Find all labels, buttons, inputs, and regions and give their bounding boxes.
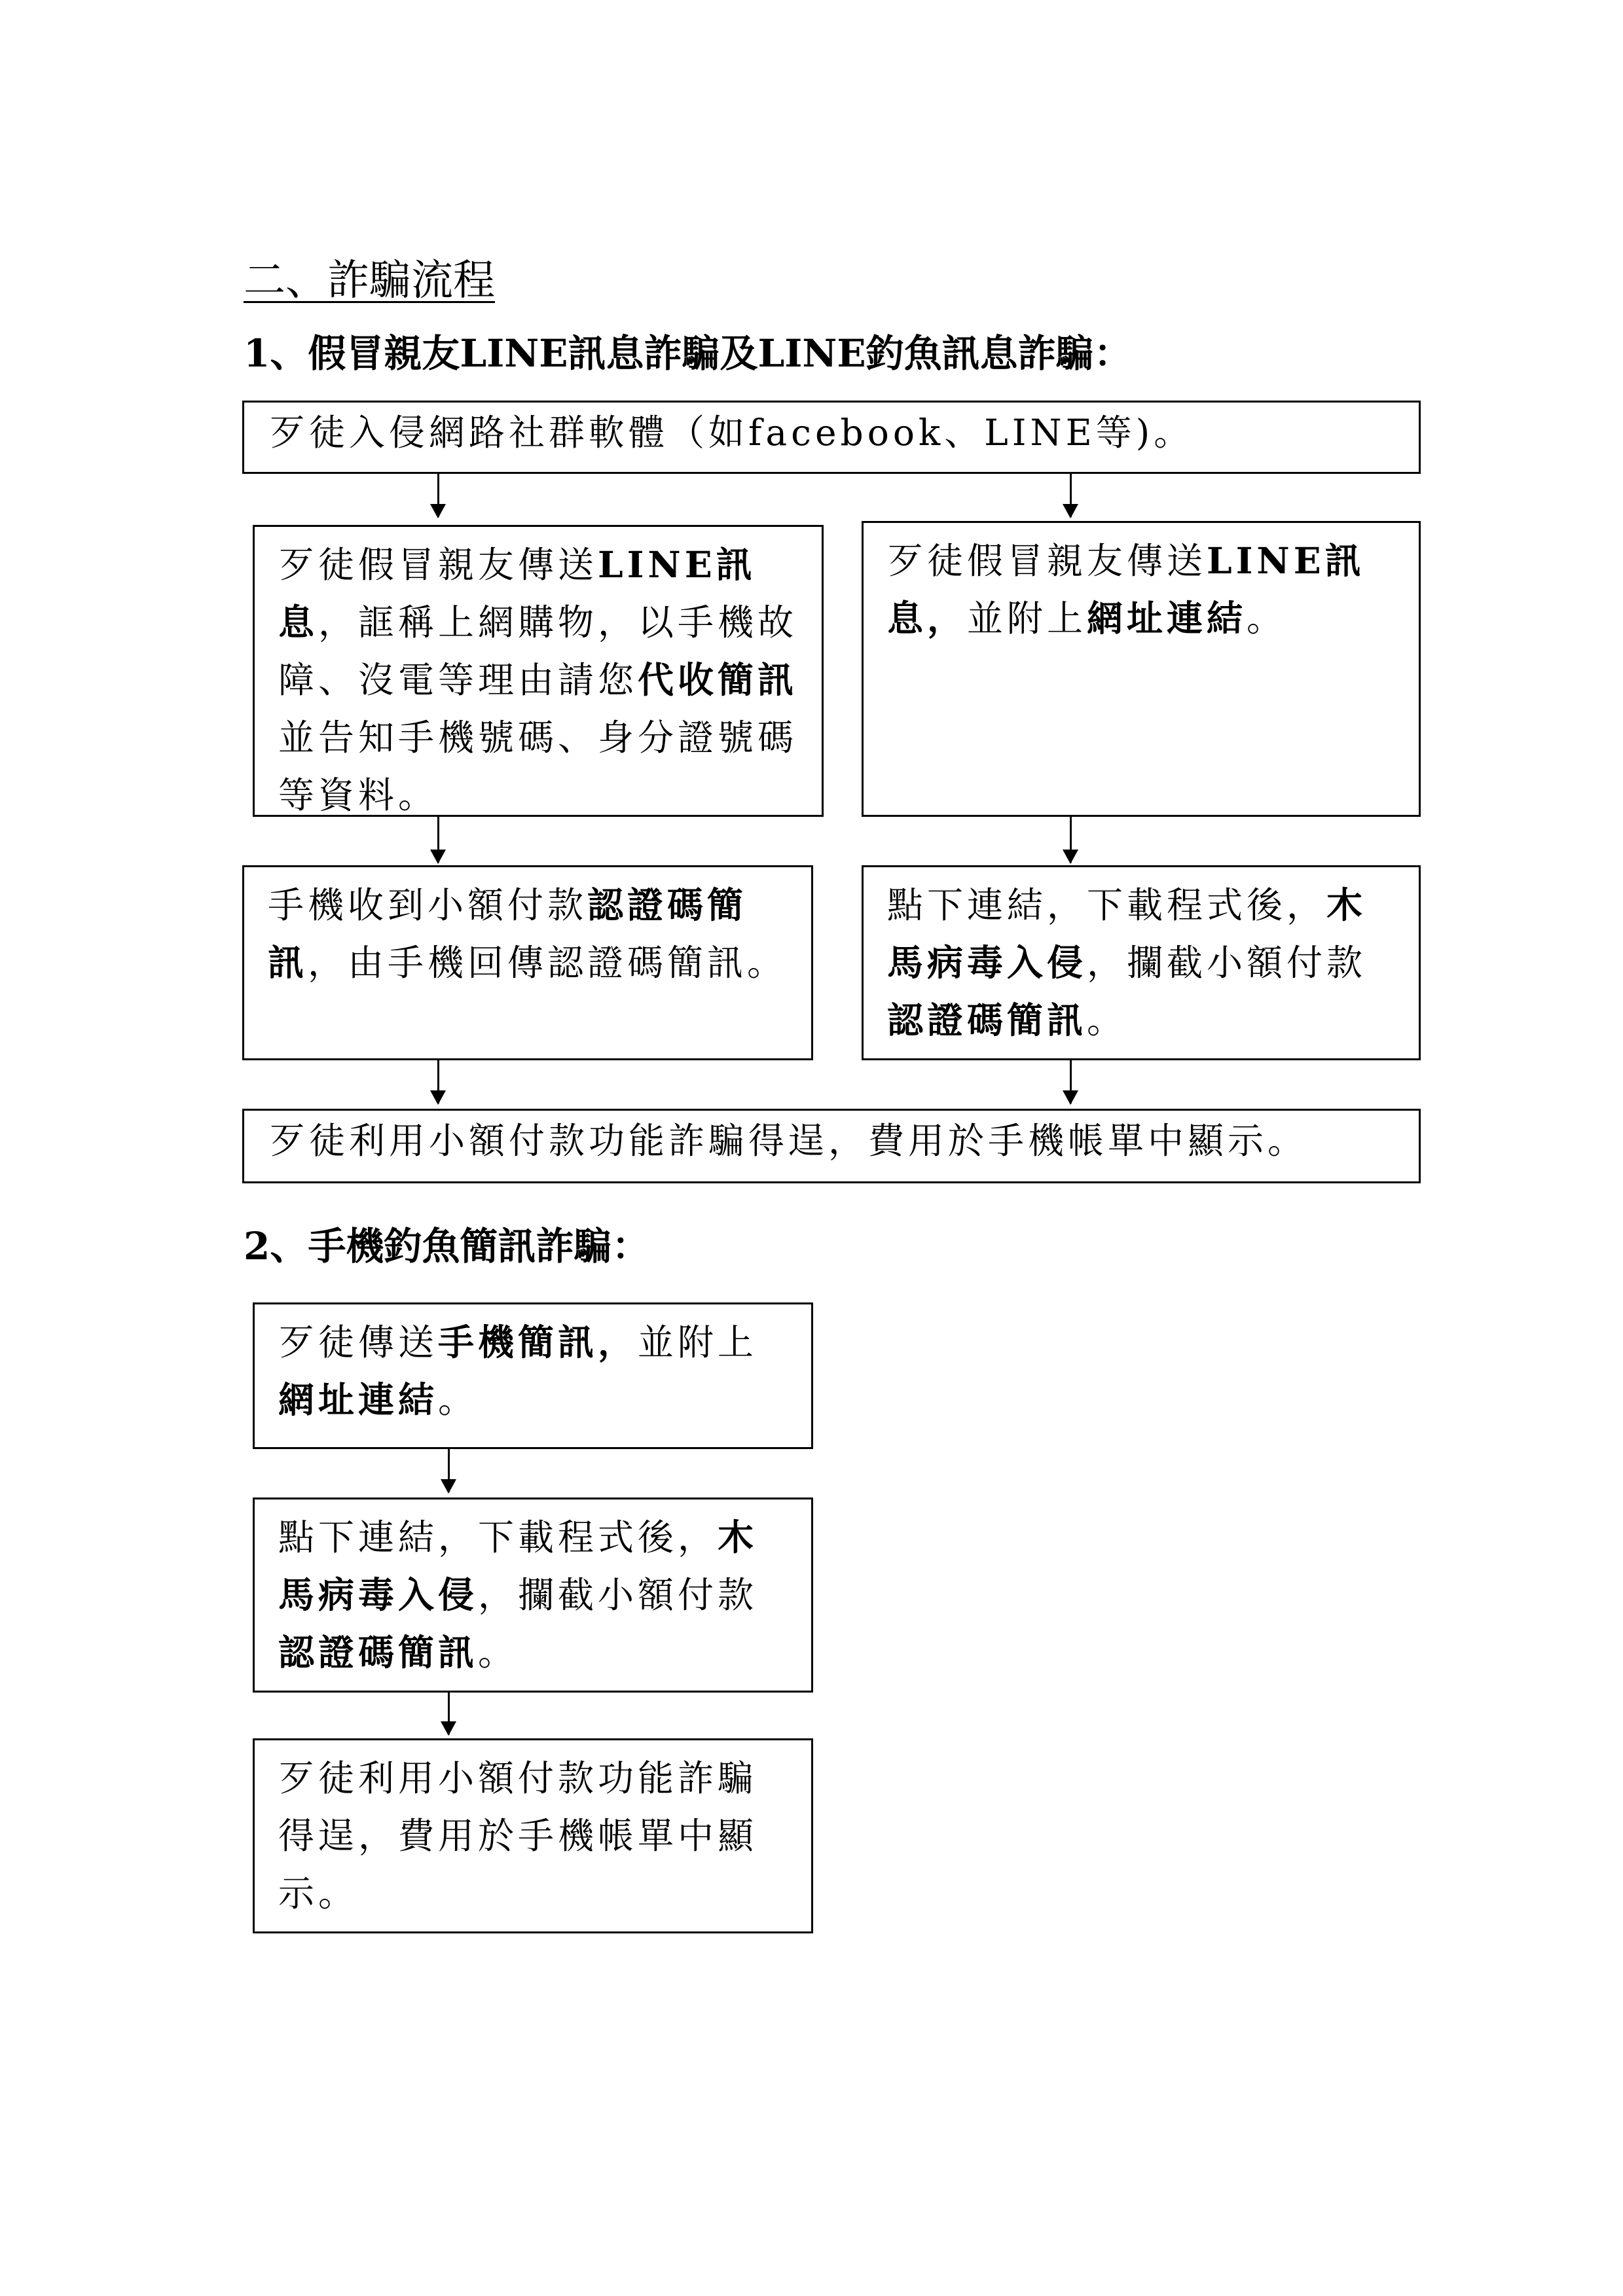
arrow-down-icon bbox=[437, 817, 439, 863]
arrow-down-icon bbox=[1070, 474, 1072, 517]
box-bold-text: 木馬病毒入侵 bbox=[887, 884, 1367, 984]
box-text: 點下連結，下載程式後， bbox=[887, 884, 1327, 926]
flow1-title: 1、假冒親友LINE訊息詐騙及LINE釣魚訊息詐騙： bbox=[244, 331, 1132, 376]
arrow-down-icon bbox=[437, 1060, 439, 1103]
arrow-down-icon bbox=[1070, 817, 1072, 863]
box-text: 點下連結，下載程式後， bbox=[278, 1516, 718, 1558]
box-text: 。 bbox=[1247, 598, 1287, 639]
flow1-bottom-box bbox=[242, 1109, 1421, 1183]
box-text: 歹徒假冒親友傳送 bbox=[887, 540, 1207, 582]
box-text: 。 bbox=[1087, 999, 1127, 1041]
box-bold-text: 木馬病毒入侵 bbox=[278, 1516, 758, 1616]
arrow-down-icon bbox=[448, 1693, 450, 1734]
box-bold-text: 手機簡訊， bbox=[438, 1321, 638, 1363]
box-text: 手機收到小額付款 bbox=[268, 884, 588, 926]
box-text: ，攔截小額付款 bbox=[478, 1574, 758, 1616]
arrow-down-icon bbox=[448, 1449, 450, 1492]
flow1-top-box-text: 歹徒入侵網路社群軟體（如facebook、LINE等)。 bbox=[269, 412, 1194, 454]
box-text: 並告知手機號碼、身分證號碼等資料。 bbox=[278, 717, 798, 816]
flow2-box-2 bbox=[253, 1498, 813, 1693]
flow1-bottom-box-text: 歹徒利用小額付款功能詐騙得逞，費用於手機帳單中顯示。 bbox=[269, 1120, 1308, 1162]
box-bold-text: LINE訊息 bbox=[278, 543, 756, 643]
box-bold-text: 認證碼簡訊 bbox=[278, 1631, 479, 1674]
box-text: ，攔截小額付款 bbox=[1087, 942, 1367, 984]
box-text: 歹徒傳送 bbox=[278, 1321, 439, 1363]
box-text: 。 bbox=[438, 1379, 479, 1421]
flow2-box-3 bbox=[253, 1738, 813, 1933]
box-bold-text: 網址連結 bbox=[1087, 597, 1247, 639]
flow1-right-box-1 bbox=[862, 521, 1421, 817]
flow1-right-box-2 bbox=[862, 865, 1421, 1060]
flow1-left-box-1 bbox=[253, 525, 824, 817]
flow2-title: 2、手機釣魚簡訊詐騙： bbox=[244, 1224, 650, 1268]
box-bold-text: 認證碼簡訊 bbox=[268, 884, 748, 984]
box-bold-text: LINE訊息， bbox=[887, 539, 1365, 639]
arrow-down-icon bbox=[437, 474, 439, 517]
box-bold-text: 網址連結 bbox=[278, 1378, 439, 1421]
flow1-top-box bbox=[242, 401, 1421, 474]
box-bold-text: 代收簡訊 bbox=[638, 658, 798, 701]
box-text: ，由手機回傳認證碼簡訊。 bbox=[308, 942, 788, 984]
box-text: 。 bbox=[478, 1632, 519, 1674]
box-text: ，誆稱上網購物，以手機故障、沒電等理由請您 bbox=[278, 601, 798, 701]
arrow-down-icon bbox=[1070, 1060, 1072, 1103]
flow2-box-3-text: 歹徒利用小額付款功能詐騙得逞，費用於手機帳單中顯示。 bbox=[278, 1757, 758, 1914]
flow2-box-1 bbox=[253, 1302, 813, 1449]
box-bold-text: 認證碼簡訊 bbox=[887, 999, 1087, 1041]
section-title: 二、詐騙流程 bbox=[244, 257, 495, 305]
flow1-left-box-2 bbox=[242, 865, 813, 1060]
box-text: 歹徒假冒親友傳送 bbox=[278, 544, 598, 586]
box-text: 並附上 bbox=[638, 1321, 758, 1363]
box-text: 並附上 bbox=[967, 598, 1087, 639]
